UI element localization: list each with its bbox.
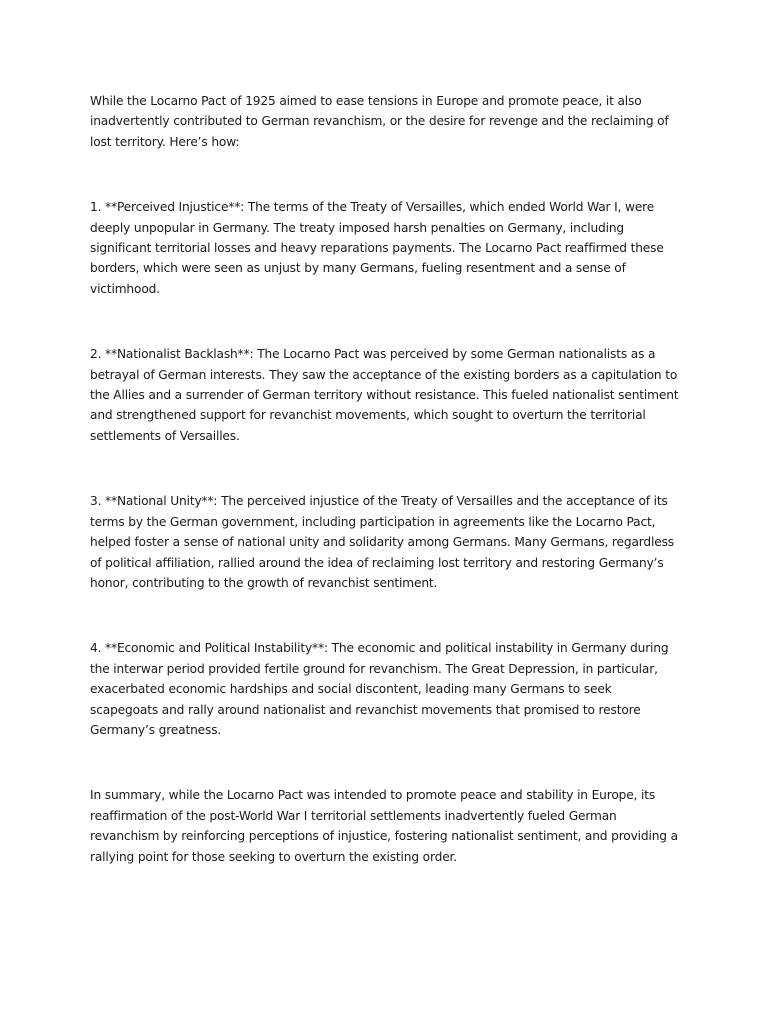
point-national-unity: 3. **National Unity**: The perceived injustice of the Treaty of Versailles and the acceptance of its terms by the German government, including participation in agreements like the Locarno Pact, helped foster a sense of national unity and solidarity among Germans. Many Germans, regardless of political affiliation, rallied around the idea of reclaiming lost territory and restoring Germany’s honor, contributing to the growth of revanchist sentiment. [90,494,674,590]
summary-paragraph: In summary, while the Locarno Pact was intended to promote peace and stability in Europe, its reaffirmation of the post-World War I territorial settlements inadvertently fueled German revanchism by reinforcing perceptions of injustice, fostering nationalist sentiment, and providing a rallying point for those seeking to overturn the existing order. [90,788,678,864]
point-nationalist-backlash: 2. **Nationalist Backlash**: The Locarno Pact was perceived by some German nationalists as a betrayal of German interests. They saw the acceptance of the existing borders as a capitulation to the Allies and a surrender of German territory without resistance. This fueled nationalist sentiment and strengthened support for revanchist movements, which sought to overturn the territorial settlements of Versailles. [90,347,679,443]
point-perceived-injustice: 1. **Perceived Injustice**: The terms of the Treaty of Versailles, which ended World War I, were deeply unpopular in Germany. The treaty imposed harsh penalties on Germany, including significant territorial losses and heavy reparations payments. The Locarno Pact reaffirmed these borders, which were seen as unjust by many Germans, fueling resentment and a sense of victimhood. [90,200,664,296]
point-economic-political-instability: 4. **Economic and Political Instability**: The economic and political instability in Germany during the interwar period provided fertile ground for revanchism. The Great Depression, in particular, exacerbated economic hardships and social discontent, leading many Germans to seek scapegoats and rally around nationalist and revanchist movements that promised to restore Germany’s greatness. [90,641,669,737]
document-body [90,91,682,867]
intro-paragraph: While the Locarno Pact of 1925 aimed to ease tensions in Europe and promote peace, it also inadvertently contributed to German revanchism, or the desire for revenge and the reclaiming of lost territory. Here’s how: [90,94,669,149]
